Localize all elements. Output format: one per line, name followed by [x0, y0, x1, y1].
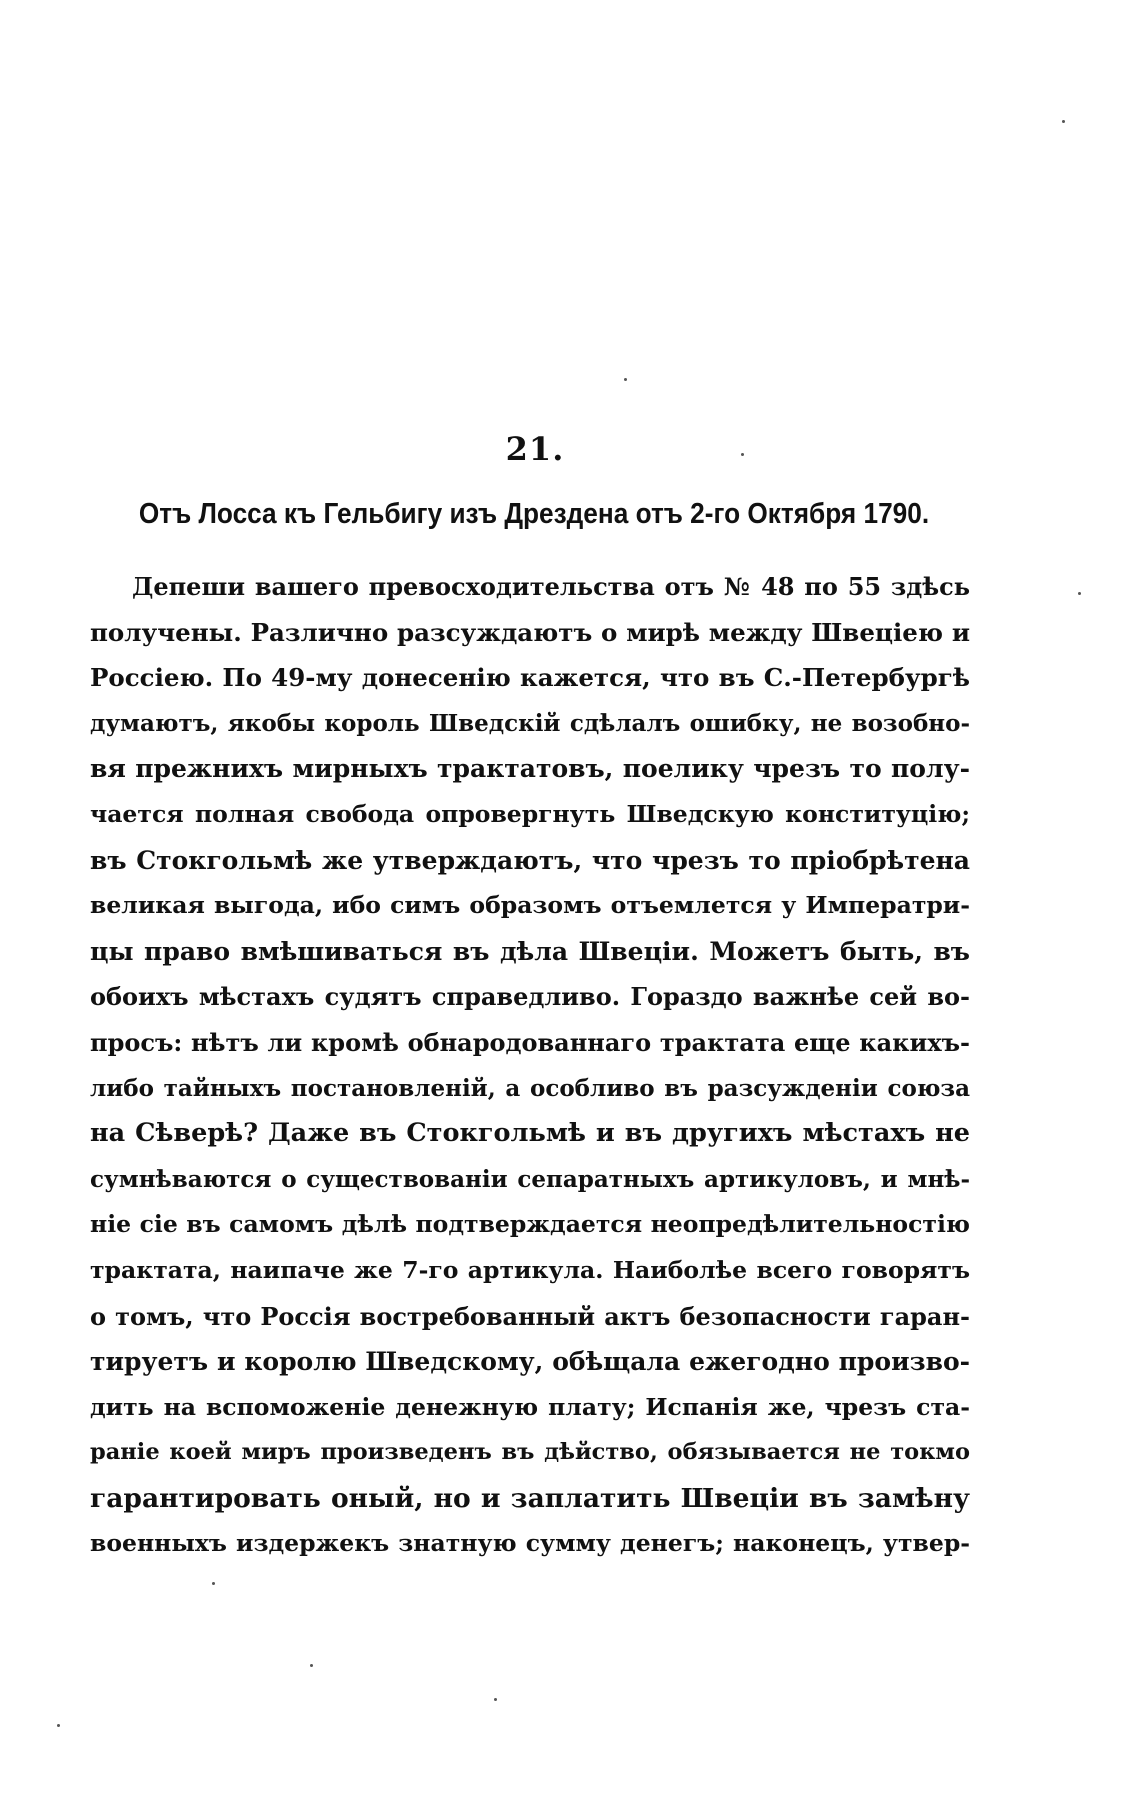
scan-speck	[494, 1698, 497, 1701]
text-line: обоихъ мѣстахъ судятъ справедливо. Гораздо важнѣе сей во-	[90, 982, 970, 1012]
text-line: военныхъ издержекъ знатную сумму денегъ; наконецъ, утвер-	[90, 1529, 970, 1558]
scan-speck	[57, 1724, 60, 1727]
text-line: цы право вмѣшиваться въ дѣла Швецiи. Можетъ быть, въ	[90, 936, 970, 966]
text-line: великая выгода, ибо симъ образомъ отъемлется у Императри-	[90, 891, 970, 920]
text-line: получены. Различно разсуждаютъ о мирѣ между Швецiею и	[90, 617, 970, 647]
text-line: Россiею. По 49-му донесенiю кажется, что въ С.-Петербургѣ	[90, 663, 970, 693]
scan-speck	[624, 378, 627, 381]
scan-speck	[1062, 120, 1065, 123]
text-line: трактата, наипаче же 7-го артикула. Наиболѣе всего говорятъ	[90, 1255, 970, 1284]
text-line: гарантировать оный, но и заплатить Швецiи въ замѣну	[90, 1482, 970, 1514]
text-line: тируетъ и королю Шведскому, обѣщала ежегодно произво-	[90, 1347, 970, 1377]
scan-speck	[212, 1582, 215, 1585]
text-line: ранiе коей миръ произведенъ въ дѣйство, обязывается не токмо	[90, 1439, 970, 1466]
document-heading: Отъ Лосса къ Гельбигу изъ Дрездена отъ 2-го Октября 1790.	[138, 498, 930, 530]
letter-body	[90, 564, 970, 1567]
text-line: на Сѣверѣ? Даже въ Стокгольмѣ и въ другихъ мѣстахъ не	[90, 1118, 970, 1149]
text-line: либо тайныхъ постановленiй, а особливо въ разсужденiи союза	[90, 1074, 970, 1102]
text-line: о томъ, что Россiя востребованный актъ безопасности гаран-	[90, 1301, 970, 1331]
text-line: въ Стокгольмѣ же утверждаютъ, что чрезъ то прiобрѣтена	[90, 845, 970, 875]
document-number: 21.	[505, 430, 565, 468]
text-line: вя прежнихъ мирныхъ трактатовъ, поелику чрезъ то полу-	[90, 754, 970, 784]
text-line: нiе сiе въ самомъ дѣлѣ подтверждается неопредѣлительностiю	[90, 1210, 970, 1239]
text-line: сумнѣваются о существованiи сепаратныхъ артикуловъ, и мнѣ-	[90, 1165, 970, 1193]
text-line: думаютъ, якобы король Шведскiй сдѣлалъ ошибку, не возобно-	[90, 709, 970, 737]
scan-speck	[1078, 592, 1081, 595]
text-line: Депеши вашего превосходительства отъ № 48 по 55 здѣсь	[132, 572, 970, 601]
text-line: просъ: нѣтъ ли кромѣ обнародованнаго трактата еще какихъ-	[90, 1027, 970, 1057]
scan-speck	[310, 1664, 313, 1667]
text-line: дить на вспоможенiе денежную плату; Испанiя же, чрезъ ста-	[90, 1392, 970, 1421]
text-line: чается полная свобода опровергнуть Шведскую конституцiю;	[90, 799, 970, 828]
